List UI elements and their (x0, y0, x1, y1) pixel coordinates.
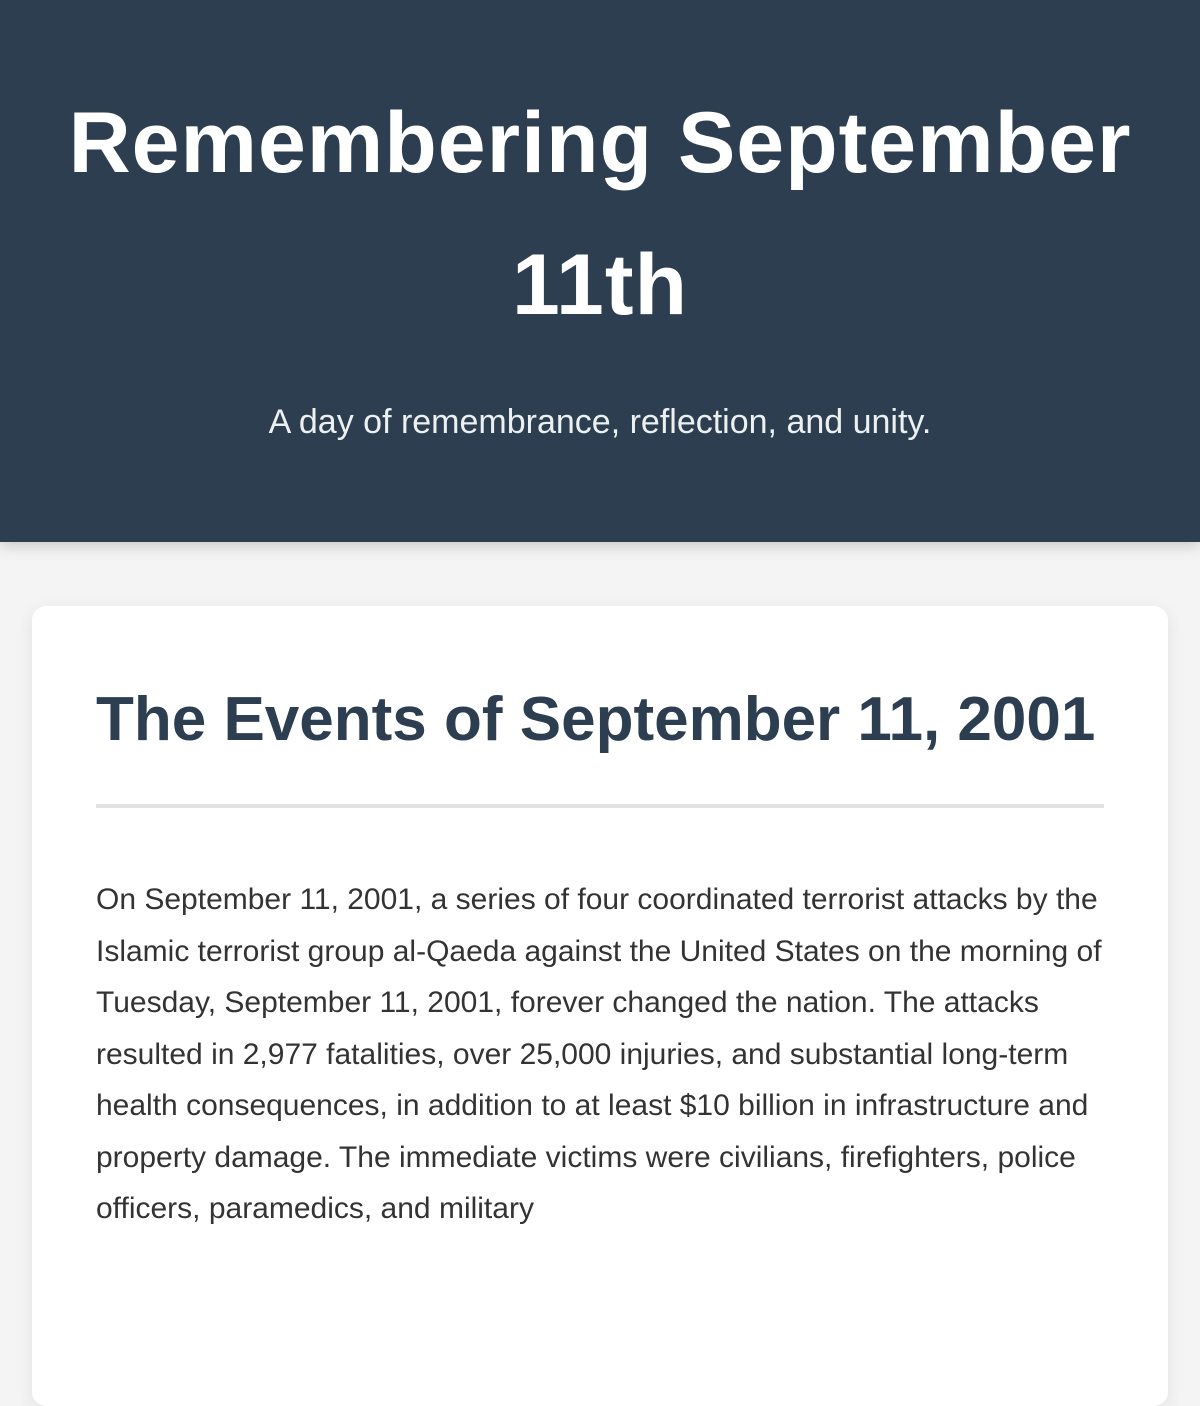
site-header (0, 0, 1200, 542)
site-title: Remembering September 11th (68, 95, 1132, 333)
section-body-paragraph: On September 11, 2001, a series of four coordinated terrorist attacks by the Islamic terrorist group al-Qaeda against the United States on the morning of Tuesday, September 11, 2001, forever changed the nation. The attacks resulted in 2,977 fatalities, over 25,000 injuries, and substantial long-term health consequences, in addition to at least $10 billion in infrastructure and property damage. The immediate victims were civilians, firefighters, police officers, paramedics, and military (96, 883, 1102, 1225)
section-title: The Events of September 11, 2001 (96, 680, 1104, 808)
site-subtitle: A day of remembrance, reflection, and unity. (268, 403, 932, 441)
events-section-card (32, 606, 1168, 1406)
